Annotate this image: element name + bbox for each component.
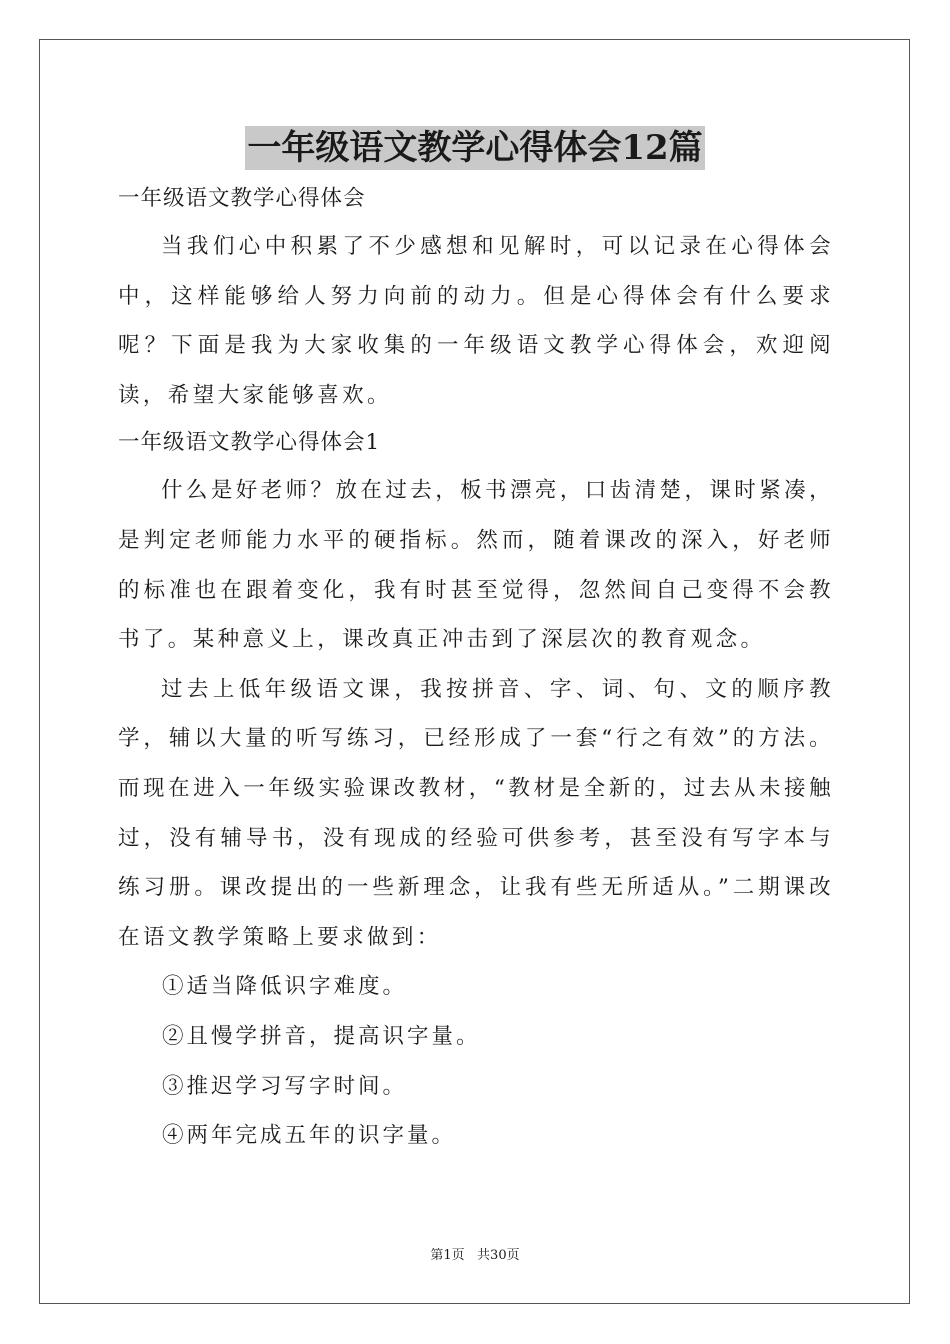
body-paragraph: 什么是好老师？放在过去，板书漂亮，口齿清楚，课时紧凑，是判定老师能力水平的硬指标。然而，随着课改的深入，好老师的标准也在跟着变化，我有时甚至觉得，忽然间自己变得不会教书了。某种意义上，课改真正冲击到了深层次的教育观念。 <box>118 478 834 653</box>
document-body <box>118 176 834 1161</box>
intro-heading: 一年级语文教学心得体会 <box>118 186 366 211</box>
list-item: ④两年完成五年的识字量。 <box>162 1123 457 1149</box>
body-paragraph: 过去上低年级语文课，我按拼音、字、词、句、文的顺序教学，辅以大量的听写练习，已经形成了一套“行之有效”的方法。而现在进入一年级实验课改教材，“教材是全新的，过去从未接触过，没有辅导书，没有现成的经验可供参考，甚至没有写字本与练习册。课改提出的一些新理念，让我有些无所适从。”二期课改在语文教学策略上要求做到： <box>118 676 834 950</box>
list-item: ①适当降低识字难度。 <box>162 974 408 1000</box>
document-title: 一年级语文教学心得体会12篇 <box>247 128 703 168</box>
section-heading: 一年级语文教学心得体会1 <box>118 430 381 456</box>
intro-paragraph: 当我们心中积累了不少感想和见解时，可以记录在心得体会中，这样能够给人努力向前的动力。但是心得体会有什么要求呢？下面是我为大家收集的一年级语文教学心得体会，欢迎阅读，希望大家能够喜欢。 <box>118 234 834 408</box>
list-item: ②且慢学拼音，提高识字量。 <box>162 1023 481 1049</box>
title-container <box>0 126 950 170</box>
list-item: ③推迟学习写字时间。 <box>162 1073 408 1099</box>
page-footer: 第1页 共30页 <box>430 1248 520 1263</box>
